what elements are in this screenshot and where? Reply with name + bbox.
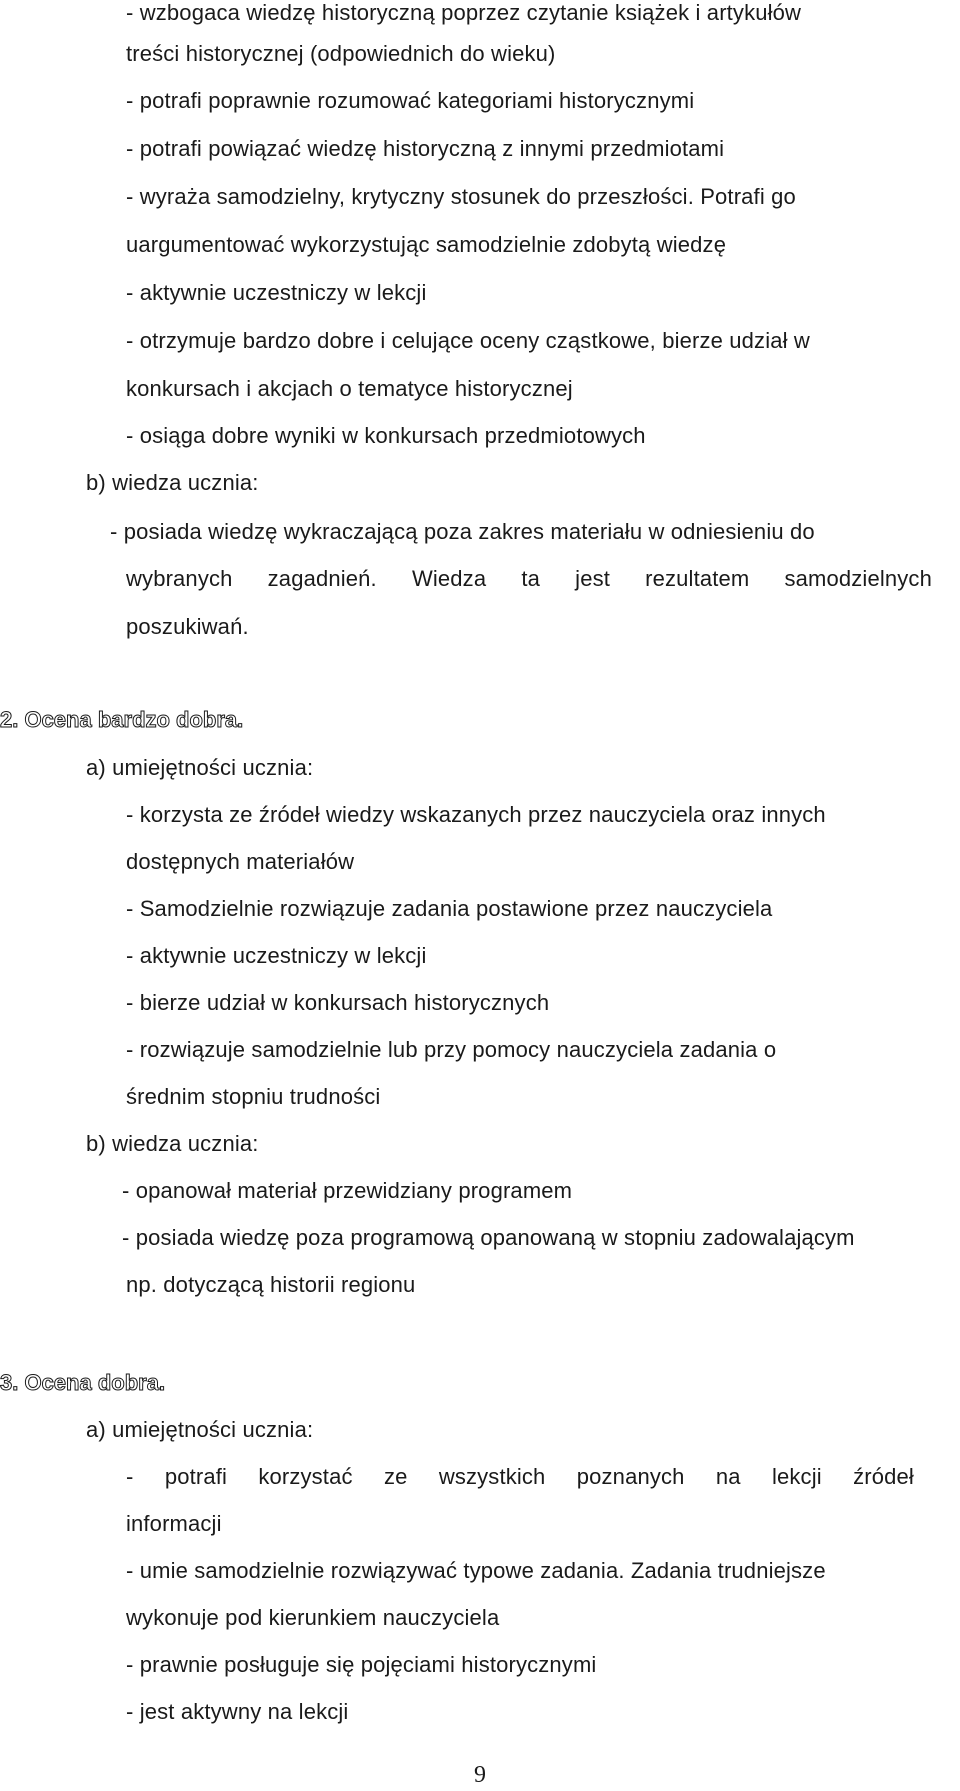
text-line: dostępnych materiałów (126, 849, 355, 874)
text-line: - osiąga dobre wyniki w konkursach przedmiotowych (126, 423, 646, 448)
text-line: np. dotyczącą historii regionu (126, 1272, 416, 1297)
section-subheading: b) wiedza ucznia: (86, 1131, 259, 1156)
text-line: - prawnie posługuje się pojęciami historycznymi (126, 1652, 597, 1677)
word: jest (575, 566, 610, 591)
text-line: - aktywnie uczestniczy w lekcji (126, 280, 427, 305)
text-line: - wyraża samodzielny, krytyczny stosunek do przeszłości. Potrafi go (126, 184, 796, 209)
text-line: informacji (126, 1511, 222, 1536)
page-number: 9 (474, 1762, 486, 1788)
word: na (715, 1464, 741, 1489)
word: Wiedza (411, 566, 487, 591)
word: wszystkich (438, 1464, 546, 1489)
word: poznanych (576, 1464, 685, 1489)
section-subheading: a) umiejętności ucznia: (86, 1417, 314, 1442)
word: zagadnień. (267, 566, 377, 591)
word: wybranych (126, 566, 233, 591)
text-line: - wzbogaca wiedzę historyczną poprzez czytanie książek i artykułów (126, 0, 802, 25)
justified-text-line (126, 1464, 914, 1490)
section-subheading: b) wiedza ucznia: (86, 470, 259, 495)
text-line: - opanował materiał przewidziany programem (122, 1178, 573, 1203)
text-line: uargumentować wykorzystując samodzielnie zdobytą wiedzę (126, 232, 727, 257)
word: potrafi (164, 1464, 228, 1489)
section-subheading: a) umiejętności ucznia: (86, 755, 314, 780)
text-line: - korzysta ze źródeł wiedzy wskazanych przez nauczyciela oraz innych (126, 802, 826, 827)
word: ze (383, 1464, 408, 1489)
text-line: konkursach i akcjach o tematyce historycznej (126, 376, 573, 401)
text-line: - potrafi powiązać wiedzę historyczną z innymi przedmiotami (126, 136, 725, 161)
text-line: - umie samodzielnie rozwiązywać typowe zadania. Zadania trudniejsze (126, 1558, 826, 1583)
word: korzystać (258, 1464, 353, 1489)
text-line: wykonuje pod kierunkiem nauczyciela (126, 1605, 500, 1630)
text-line: - posiada wiedzę poza programową opanowaną w stopniu zadowalającym (122, 1225, 855, 1250)
text-line: - otrzymuje bardzo dobre i celujące oceny cząstkowe, bierze udział w (126, 328, 810, 353)
word: rezultatem (645, 566, 750, 591)
justified-text-line (126, 566, 932, 592)
section-heading: 2. Ocena bardzo dobra. (0, 707, 244, 732)
text-line: średnim stopniu trudności (126, 1084, 381, 1109)
text-line: - rozwiązuje samodzielnie lub przy pomocy nauczyciela zadania o (126, 1037, 777, 1062)
word: lekcji (771, 1464, 822, 1489)
text-line: treści historycznej (odpowiednich do wieku) (126, 41, 556, 66)
word: źródeł (853, 1464, 914, 1489)
section-heading: 3. Ocena dobra. (0, 1370, 166, 1395)
text-line: - posiada wiedzę wykraczającą poza zakres materiału w odniesieniu do (110, 519, 815, 544)
word: ta (521, 566, 541, 591)
word: - (126, 1464, 134, 1489)
text-line: - potrafi poprawnie rozumować kategoriami historycznymi (126, 88, 695, 113)
text-line: - aktywnie uczestniczy w lekcji (126, 943, 427, 968)
text-line: - Samodzielnie rozwiązuje zadania postawione przez nauczyciela (126, 896, 773, 921)
text-line: - jest aktywny na lekcji (126, 1699, 349, 1724)
text-line: poszukiwań. (126, 614, 249, 639)
word: samodzielnych (784, 566, 932, 591)
text-line: - bierze udział w konkursach historycznych (126, 990, 550, 1015)
